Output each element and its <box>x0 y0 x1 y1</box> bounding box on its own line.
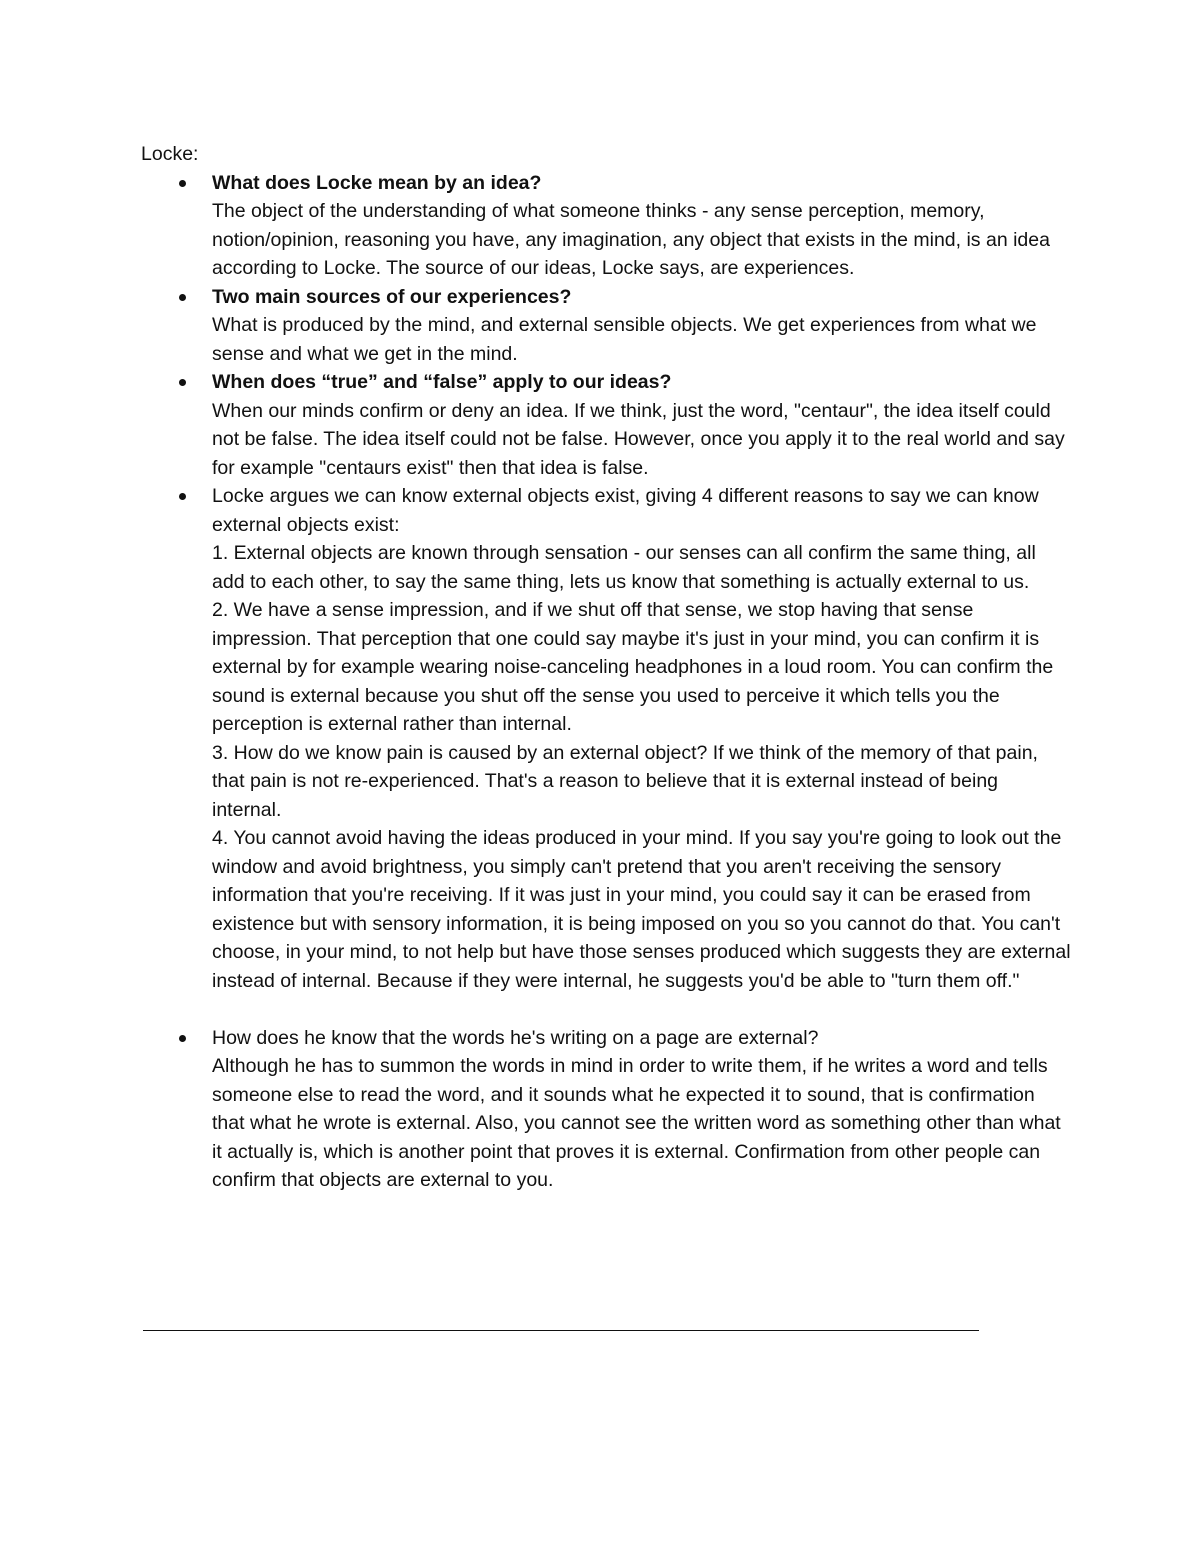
answer-text: What is produced by the mind, and external sensible objects. We get experiences from what we sense and what we get in the mind. <box>212 314 1037 365</box>
list-item <box>141 283 1071 369</box>
reason-3: 3. How do we know pain is caused by an external object? If we think of the memory of that pain, that pain is not re-experienced. That's a reason to believe that it is external instead of being internal. <box>212 741 1038 821</box>
bullet-icon <box>179 493 186 500</box>
list-item <box>141 368 1071 482</box>
answer-text: When our minds confirm or deny an idea. If we think, just the word, "centaur", the idea itself could not be false. The idea itself could not be false. However, once you apply it to the real world and say for example "centaurs exist" then that idea is false. <box>212 399 1065 479</box>
list-item <box>141 482 1071 995</box>
bullet-icon <box>179 379 186 386</box>
reasons-intro: Locke argues we can know external objects exist, giving 4 different reasons to say we can know external objects exist: <box>212 485 1039 536</box>
reason-2: 2. We have a sense impression, and if we shut off that sense, we stop having that sense impression. That perception that one could say maybe it's just in your mind, you can confirm it is external by for example wearing noise-canceling headphones in a loud room. You can confirm the sound is external because you shut off the sense you used to perceive it which tells you the perception is external rather than internal. <box>212 599 1054 735</box>
list-item <box>141 1024 1071 1195</box>
answer-text: The object of the understanding of what someone thinks - any sense perception, memory, notion/opinion, reasoning you have, any imagination, any object that exists in the mind, is an idea according to Locke. The source of our ideas, Locke says, are experiences. <box>212 200 1050 279</box>
notes-list <box>141 169 1071 1195</box>
question-heading: How does he know that the words he's writing on a page are external? <box>212 1026 819 1049</box>
document-body <box>141 140 1071 1195</box>
list-item <box>141 169 1071 283</box>
bullet-icon <box>179 294 186 301</box>
reason-4: 4. You cannot avoid having the ideas produced in your mind. If you say you're going to look out the window and avoid brightness, you simply can't pretend that you aren't receiving the sensory information that you're receiving. If it was just in your mind, you could say it can be erased from existence but with sensory information, it is being imposed on you so you cannot do that. You can't choose, in your mind, to not help but have those senses produced which suggests they are external instead of internal. Because if they were internal, he suggests you'd be able to "turn them off." <box>212 827 1071 992</box>
question-heading: When does “true” and “false” apply to our ideas? <box>212 371 672 393</box>
question-heading: What does Locke mean by an idea? <box>212 171 542 194</box>
horizontal-divider <box>143 1330 979 1331</box>
document-title: Locke: <box>141 143 199 165</box>
bullet-icon <box>179 1035 186 1042</box>
reason-1: 1. External objects are known through sensation - our senses can all confirm the same thing, all add to each other, to say the same thing, lets us know that something is actually external to us. <box>212 542 1036 593</box>
question-heading: Two main sources of our experiences? <box>212 285 572 308</box>
answer-text: Although he has to summon the words in mind in order to write them, if he writes a word and tells someone else to read the word, and it sounds what he expected it to sound, that is confirmation that what he wrote is external. Also, you cannot see the written word as something other than what it actually is, which is another point that proves it is external. Confirmation from other people can confirm that objects are external to you. <box>212 1055 1061 1191</box>
bullet-icon <box>179 180 186 187</box>
